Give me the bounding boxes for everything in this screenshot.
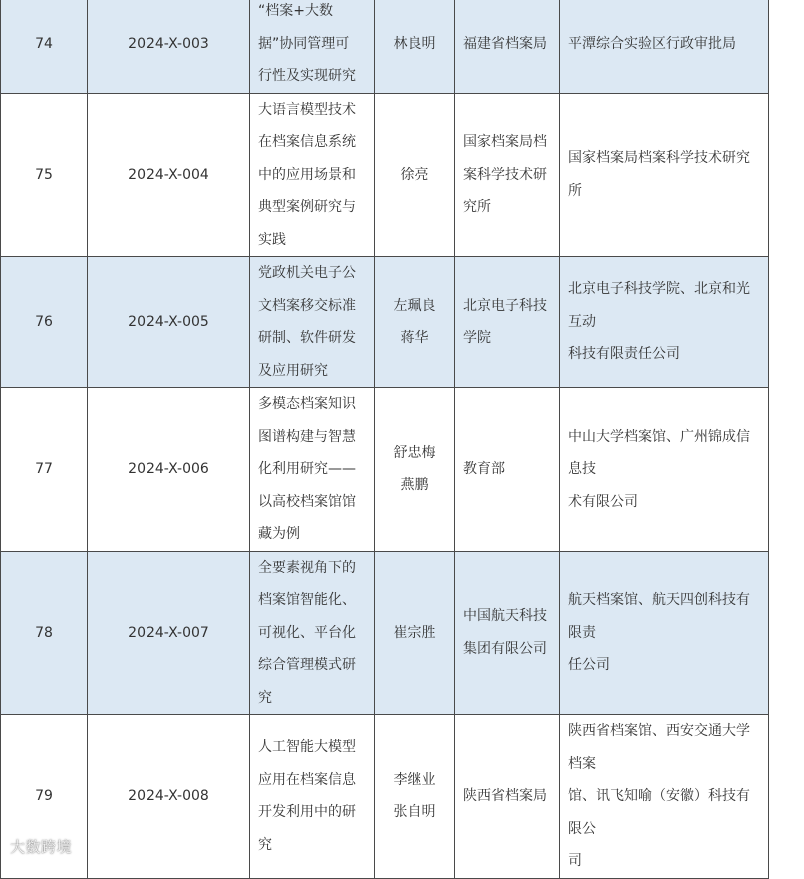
cell-text-line: 研制、软件研发 (258, 330, 356, 346)
project-title-cell (250, 551, 375, 715)
cell-text-line: 学院 (463, 330, 491, 346)
table-row (1, 388, 769, 552)
project-table-body (1, 0, 769, 878)
cell-text-line: 党政机关电子公 (258, 265, 356, 281)
project-code-cell (88, 93, 250, 257)
cell-text-line: 究 (258, 836, 272, 853)
cell-text-line: 实践 (258, 231, 286, 248)
cell-text-line: 典型案例研究与 (258, 199, 356, 215)
cell-text: 2024-X-006 (128, 461, 209, 477)
cell-text-line: 全要素视角下的 (258, 559, 356, 576)
row-number-cell (1, 388, 88, 552)
cell-text-line: 舒忠梅 (393, 444, 436, 461)
undertaking-units-cell (560, 715, 769, 879)
project-title-cell (250, 388, 375, 552)
project-title-cell (250, 257, 375, 388)
table-row (1, 93, 769, 257)
cell-text: 77 (35, 461, 53, 477)
recommending-unit-cell (455, 93, 560, 257)
cell-text: 2024-X-004 (128, 166, 209, 183)
cell-text-line: 文档案移交标准 (258, 297, 356, 314)
cell-text-line: 陕西省档案局 (463, 788, 547, 804)
cell-text-line: 档案馆智能化、 (258, 592, 356, 608)
project-code-cell (88, 551, 250, 715)
cell-text-line: 林良明 (393, 35, 436, 52)
undertaking-units-cell (560, 0, 769, 93)
project-lead-cell (375, 551, 455, 715)
watermark (10, 836, 72, 857)
cell-text-line: 开发利用中的研 (258, 804, 356, 821)
cell-text-line: 国家档案局档 (463, 134, 547, 150)
cell-text: 2024-X-008 (128, 788, 209, 804)
cell-text-line: 以高校档案馆馆 (258, 493, 356, 510)
cell-text: 75 (35, 166, 53, 183)
cell-text-line: 应用在档案信息 (258, 771, 356, 788)
project-code-cell (88, 715, 250, 879)
project-lead-cell (375, 388, 455, 552)
recommending-unit-cell (455, 551, 560, 715)
cell-text-line: 综合管理模式研 (258, 657, 356, 673)
recommending-unit-cell (455, 388, 560, 552)
cell-text-line: 徐亮 (400, 166, 429, 183)
cell-text-line: 中国航天科技 (463, 608, 547, 625)
cell-text-line: 多模态档案知识 (258, 396, 356, 412)
cell-text: 2024-X-007 (128, 624, 209, 641)
cell-text-line: 据”协同管理可 (258, 35, 350, 52)
cell-text-line: 馆、讯飞知喻（安徽）科技有限公 (568, 788, 750, 837)
cell-text-line: 究所 (463, 199, 491, 215)
cell-text-line: 任公司 (568, 657, 610, 673)
cell-text-line: 司 (568, 853, 582, 869)
cell-text: 2024-X-005 (128, 313, 209, 330)
cell-text-line: 人工智能大模型 (258, 739, 356, 756)
cell-text-line: 究 (258, 689, 272, 706)
cell-text-line: 北京电子科技 (463, 297, 547, 314)
cell-text: 76 (35, 313, 53, 330)
recommending-unit-cell (455, 257, 560, 388)
cell-text-line: 化利用研究—— (258, 461, 356, 477)
cell-text-line: 行性及实现研究 (258, 68, 356, 84)
cell-text-line: 北京电子科技学院、北京和光互动 (568, 281, 750, 330)
cell-text-line: “档案+大数 (258, 3, 333, 19)
recommending-unit-cell (455, 0, 560, 93)
row-number-cell (1, 0, 88, 93)
cell-text-line: 科技有限责任公司 (568, 346, 680, 363)
cell-text-line: 可视化、平台化 (258, 624, 356, 641)
cell-text-line: 藏为例 (258, 526, 300, 542)
project-lead-cell (375, 0, 455, 93)
cell-text-line: 国家档案局档案科学技术研究所 (568, 150, 750, 199)
cell-text-line: 教育部 (463, 461, 505, 477)
undertaking-units-cell (560, 257, 769, 388)
cell-text-line: 陕西省档案馆、西安交通大学档案 (568, 723, 750, 772)
cell-text-line: 集团有限公司 (463, 640, 547, 657)
cell-text: 78 (35, 624, 53, 641)
cell-text-line: 术有限公司 (568, 493, 638, 510)
cell-text-line: 李继业 (393, 771, 436, 788)
watermark-text: 大数跨境 (10, 838, 73, 856)
project-title-cell (250, 0, 375, 93)
cell-text-line: 平潭综合实验区行政审批局 (568, 35, 736, 52)
cell-text-line: 及应用研究 (258, 362, 328, 379)
project-title-cell (250, 93, 375, 257)
cell-text-line: 张自明 (393, 804, 436, 821)
project-code-cell (88, 257, 250, 388)
row-number-cell (1, 93, 88, 257)
cell-text-line: 左珮良 (393, 297, 436, 314)
project-code-cell (88, 0, 250, 93)
cell-text-line: 中山大学档案馆、广州锦成信息技 (568, 428, 750, 477)
cell-text-line: 崔宗胜 (393, 624, 436, 641)
cell-text-line: 案科学技术研 (463, 166, 547, 183)
undertaking-units-cell (560, 551, 769, 715)
cell-text: 79 (35, 788, 53, 804)
undertaking-units-cell (560, 93, 769, 257)
cell-text-line: 燕鹏 (400, 477, 429, 494)
recommending-unit-cell (455, 715, 560, 879)
row-number-cell (1, 551, 88, 715)
cell-text-line: 航天档案馆、航天四创科技有限责 (568, 592, 750, 641)
table-row (1, 715, 769, 879)
table-row (1, 257, 769, 388)
cell-text-line: 在档案信息系统 (258, 134, 356, 150)
row-number-cell (1, 257, 88, 388)
cell-text-line: 大语言模型技术 (258, 101, 356, 118)
cell-text-line: 图谱构建与智慧 (258, 428, 356, 445)
project-lead-cell (375, 93, 455, 257)
table-row (1, 0, 769, 93)
cell-text: 74 (35, 35, 53, 52)
project-title-cell (250, 715, 375, 879)
project-lead-cell (375, 257, 455, 388)
cell-text-line: 福建省档案局 (463, 35, 547, 52)
undertaking-units-cell (560, 388, 769, 552)
cell-text-line: 蒋华 (400, 330, 429, 346)
table-row (1, 551, 769, 715)
project-lead-cell (375, 715, 455, 879)
cell-text-line: 中的应用场景和 (258, 166, 356, 183)
cell-text: 2024-X-003 (128, 35, 209, 52)
project-code-cell (88, 388, 250, 552)
